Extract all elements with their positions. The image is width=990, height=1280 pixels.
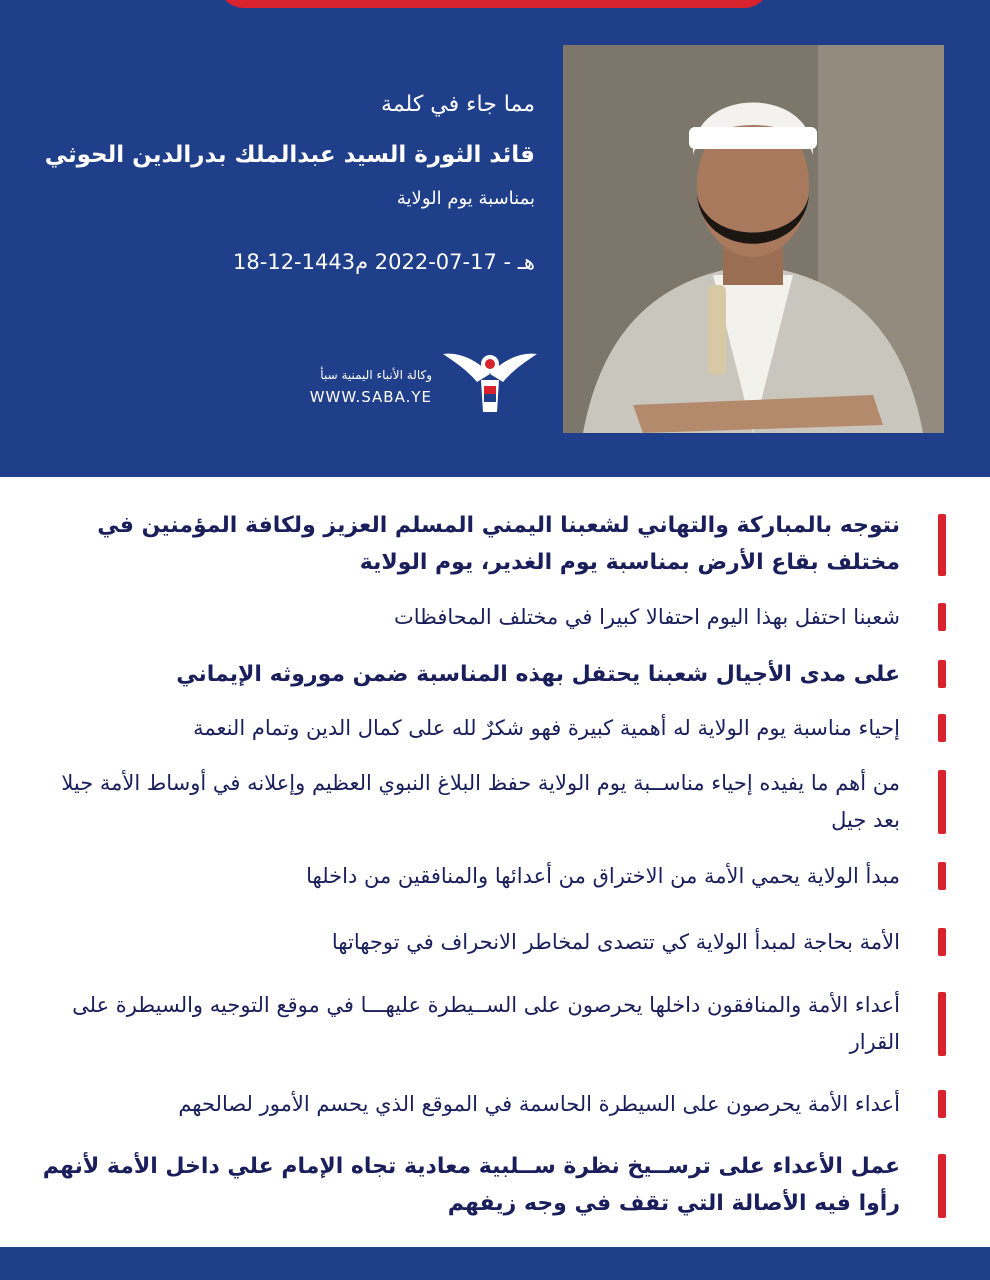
bullet-item: نتوجه بالمباركة والتهاني لشعبنا اليمني المسلم العزيز ولكافة المؤمنين في مختلف بقاع الأرض بمناسبة يوم الغدير، يوم الولاية bbox=[97, 513, 900, 575]
bullet-item: الأمة بحاجة لمبدأ الولاية كي تتصدى لمخاطر الانحراف في توجهاتها bbox=[331, 930, 900, 954]
speaker-photo bbox=[563, 45, 944, 433]
bullet-marker bbox=[938, 603, 946, 631]
footer-bar bbox=[0, 1247, 990, 1280]
bullet-item: مبدأ الولاية يحمي الأمة من الاختراق من أعدائها والمنافقين من داخلها bbox=[306, 864, 900, 888]
bullet-marker bbox=[938, 770, 946, 834]
top-red-tab bbox=[218, 0, 770, 8]
bullet-marker bbox=[938, 514, 946, 576]
agency-block bbox=[282, 368, 432, 406]
bullet-item: من أهم ما يفيده إحياء مناســبة يوم الولاية حفظ البلاغ النبوي العظيم وإعلانه في أوساط الأمة جيلا بعد جيل bbox=[61, 771, 900, 832]
speaker-title: قائد الثورة السيد عبدالملك بدرالدين الحوثي bbox=[44, 142, 535, 168]
bullet-marker bbox=[938, 992, 946, 1056]
bullet-item: شعبنا احتفل بهذا اليوم احتفالا كبيرا في مختلف المحافظات bbox=[393, 605, 900, 629]
bullet-marker bbox=[938, 1154, 946, 1218]
agency-name: وكالة الأنباء اليمنية سبأ bbox=[320, 368, 432, 382]
agency-url: WWW.SABA.YE bbox=[309, 388, 432, 406]
bullet-marker bbox=[938, 1090, 946, 1118]
intro-line: مما جاء في كلمة bbox=[381, 92, 535, 117]
date-line: 18-12-1443هـ - 17-07-2022 م bbox=[233, 250, 535, 274]
occasion-line: بمناسبة يوم الولاية bbox=[396, 188, 535, 209]
bullet-marker bbox=[938, 660, 946, 688]
bullet-item: على مدى الأجيال شعبنا يحتفل بهذه المناسبة ضمن موروثه الإيماني bbox=[176, 662, 900, 687]
bullet-marker bbox=[938, 862, 946, 890]
bullet-item: أعداء الأمة يحرصون على السيطرة الحاسمة في الموقع الذي يحسم الأمور لصالحهم bbox=[178, 1092, 900, 1116]
saba-logo-icon bbox=[441, 336, 539, 414]
bullet-marker bbox=[938, 714, 946, 742]
bullet-item: أعداء الأمة والمنافقون داخلها يحرصون على الســيطرة عليهـــا في موقع التوجيه والسيطرة على القرار bbox=[72, 993, 900, 1054]
bullet-item: عمل الأعداء على ترســيخ نظرة ســلبية معادية تجاه الإمام علي داخل الأمة لأنهم رأوا فيه الأصالة التي تقف في وجه زيفهم bbox=[42, 1154, 900, 1216]
bullet-marker bbox=[938, 928, 946, 956]
bullet-item: إحياء مناسبة يوم الولاية له أهمية كبيرة فهو شكرٌ لله على كمال الدين وتمام النعمة bbox=[193, 716, 900, 740]
